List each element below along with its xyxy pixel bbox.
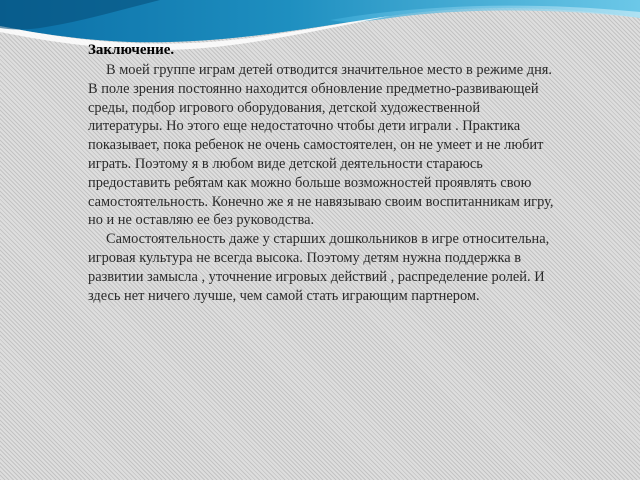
paragraph-1: В моей группе играм детей отводится значительное место в режиме дня. В поле зрения постоянно находится обновление предметно-развивающей среды, подбор игрового оборудования, детской художественной литературы. Но этого еще недостаточно чтобы дети играли . Практика показывает, пока ребенок не очень самостоятелен, он не умеет и не любит играть. Поэтому я в любом виде детской деятельности стараюсь предоставить ребятам как можно больше возможностей проявлять свою самостоятельность. Конечно же я не навязываю своим воспитанникам игру, но и не оставляю ее без руководства. bbox=[88, 62, 554, 229]
paragraph-2: Самостоятельность даже у старших дошкольников в игре относительна, игровая культура не всегда высока. Поэтому детям нужна поддержка в развитии замысла , уточнение игровых действий , распределение ролей. И здесь нет ничего лучше, чем самой стать играющим партнером. bbox=[88, 231, 550, 304]
content-block bbox=[88, 40, 558, 305]
slide-title: Заключение. bbox=[88, 42, 175, 58]
